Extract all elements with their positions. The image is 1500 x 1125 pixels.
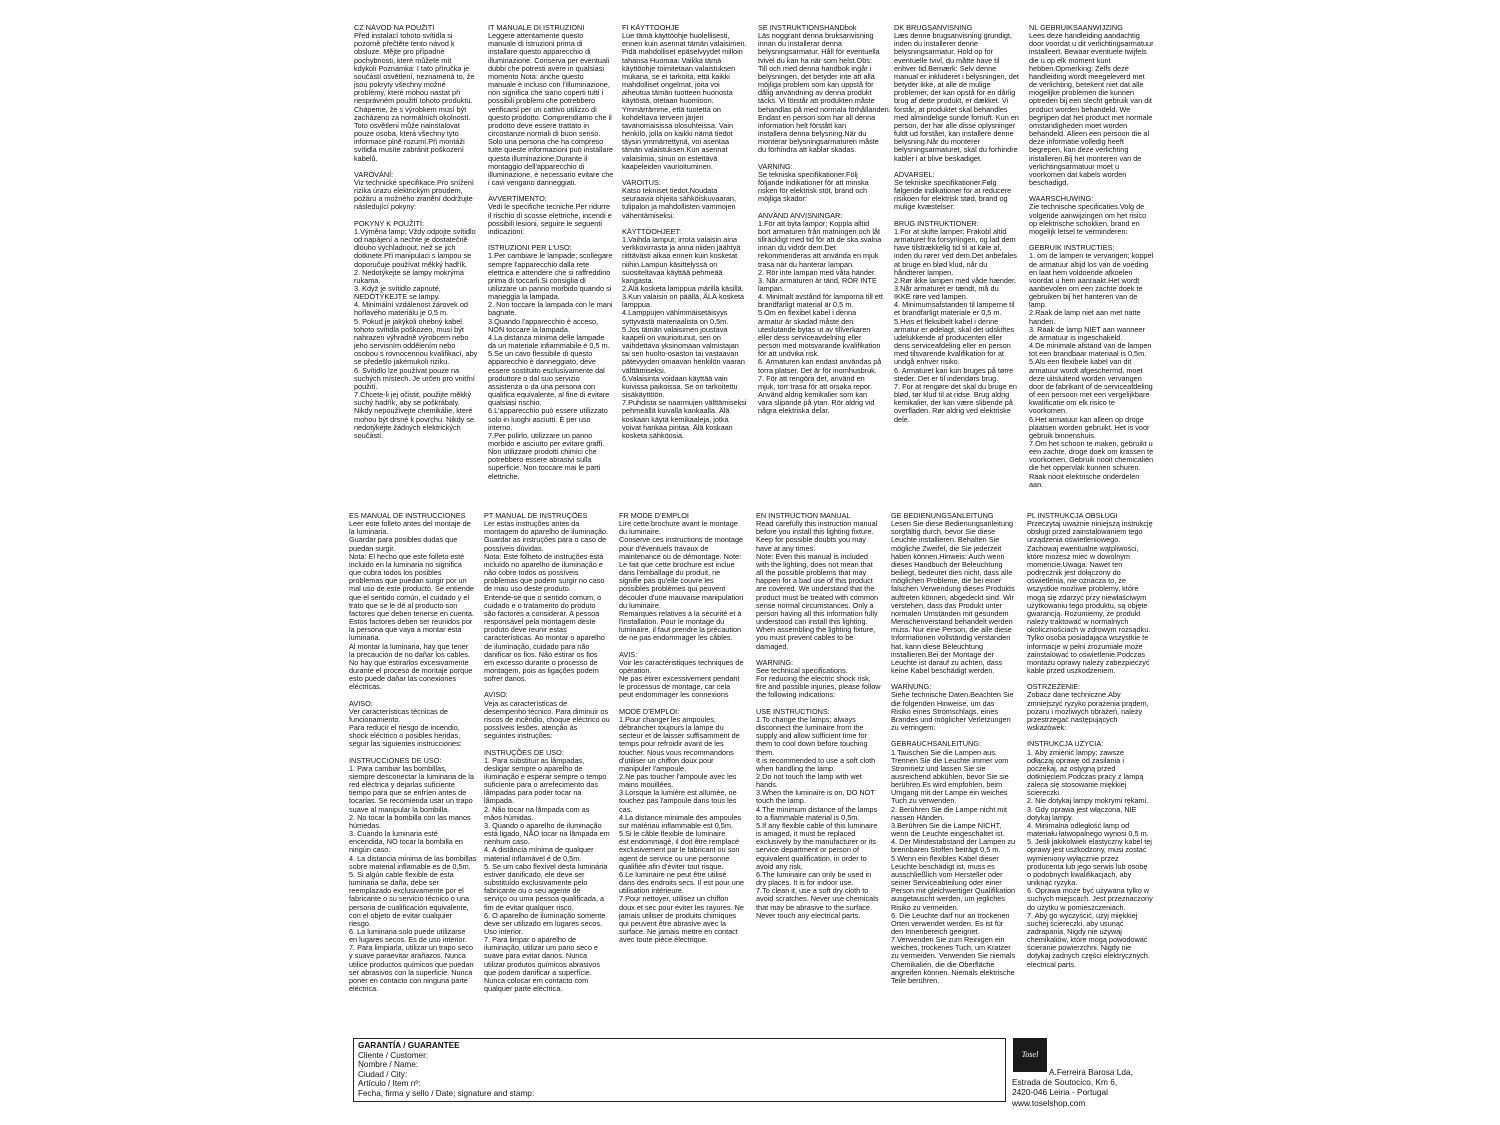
guarantee-city-field: Ciudad / City: [358,1069,408,1079]
guarantee-name-field: Nombre / Name: [358,1060,419,1070]
guarantee-customer-field: Cliente / Customer: [358,1050,429,1060]
manual-column-pt: PT MANUAL DE INSTRUÇÕES Ler estas instruções antes da montagem do aparelho de iluminação. Guardar as instruções para o caso de possíveis dúvidas. Nota: Este folheto de instruções está incluído no aparelho de iluminação e não cobre todos os possíveis problemas que podem surgir no caso de mau uso deste produto. Entende-se que o sentido comum, o cuidado e o tratamento do produto são factores a considerar. A pessoa responsável pela montagem deste produto deve reunir estas características. Ao montar o aparelho de iluminação, cuidado para não danificar os fios. Não estirar os fios em excesso durante o processo de montagem, pois as ligações podem sofrer danos. AVISO: Veja as características de desempenho técnico. Para diminuir os riscos de incêndio, choque eléctrico ou possíveis lesões, atenção às seguintes instruções: INSTRUÇÕES DE USO: 1. Para substituir as lâmpadas, desligar sempre o aparelho de iluminação e esperar sempre o tempo suficiente para o arrefecimento das lâmpadas para poder tocar na lâmpada. 2. Não tocar na lâmpada com as mãos húmidas. 3. Quando o aparelho de iluminação está ligado, NÃO tocar na lâmpada em nenhum caso. 4. A distância mínima de qualquer material inflamável é de 0,5m. 5. Se um cabo flexível desta luminária estiver danificado, ele deve ser substituído exclusivamente pelo fabricante ou o seu agente de serviço ou uma pessoa qualificada, a fim de evitar qualquer risco. 6. O aparelho de iluminação somente deve ser utilizado em lugares secos. Uso interior. 7. Para limpar o aparelho de iluminação, utilizar um pano seco e suave para evitar danos. Nunca utilizar produtos químicos abrasivos que podem danificar a superfície. Nunca colocar em contacto com qualquer parte eléctrica. [484,512,610,994]
manual-column-dk: DK BRUGSANVISNING Læs denne brugsanvisning grundigt, inden du installerer denne belysningsarmatur. Hold op for eventuelle tvivl, du måtte have til enhver tid.Bemærk: Selv denne manual er inkluderet i belysningen, det betyder ikke, at alle de mulige problemer, der kan opstå for en dårlig brug af dette produkt, er dækket. Vi forstår, at produktet skal behandles med almindelige sunde fornuft. Kun en person, der har alle disse oplysninger fuldt ud forstået, kan installere denne belysning.Når du monterer belysningsarmaturet, skal du forhindre kabler i at blive beskadiget. ADVARSEL: Se tekniske specifikationer.Følg følgende indikationer for at reducere risikoen for elektrisk stød, brand og mulige kvæstelser: BRUG INSTRUKTIONER: 1.For at skifte lamper; Frakobl altid armaturet fra forsyningen, og lad dem have tilstrækkelig tid til at køle af, inden du rører ved dem.Det anbefales at bruge en blød klud, når du håndterer lampen. 2.Rør ikke lampen med våde hænder. 3.Når armaturet er tændt, må du IKKE røre ved lampen. 4. Minimumsafstanden til lamperne til et brandfarligt materiale er 0,5 m. 5.Hvis et fleksibelt kabel i denne armatur er ødelagt, skal det udskiftes udelukkende af producenten eller dens serviceafdeling eller en person med tilsvarende kvalifikation for at undgå enhver risiko. 6. Armaturet kan kun bruges på tørre steder. Det er til indendørs brug. 7. For at rengøre det skal du bruge en blød, tør klud til at ridse. Brug aldrig kemikalier, der kan være slibende på overfladen. Rør aldrig ved elektriske dele. [894,24,1019,424]
company-name: A.Ferreira Barosa Lda, [1049,1067,1133,1077]
guarantee-title: GARANTÍA / GUARANTEE [358,1041,460,1050]
manual-column-se: SE INSTRUKTIONSHANDbok Läs noggrant denna bruksanvisning innan du installerar denna belysningsarmatur. Håll för eventuella tvivel du kan ha när som helst.Obs: Till och med denna handbok ingår i belysningen, det betyder inte att alla möjliga problem som kan uppstå för dålig användning av denna produkt täcks. Vi förstår att produkten måste behandlas på med normala förhållanden. Endast en person som har all denna information helt förstått kan installera denna belysning.När du monterar belysningsarmaturen måste du förhindra att kablar skadas. VARNING: Se tekniska specifikationer.Följ följande indikationer för att minska risken för elektrisk stöt, brand och möjliga skador: ANVÄND ANVISNINGAR: 1.För att byta lampor; Koppla alltid bort armaturen från matningen och låt tillräckligt med tid för att de ska svalna innan du vidrör dem.Det rekommenderas att använda en mjuk trasa när du hanterar lampan. 2. Rör inte lampan med våta händer. 3. När armaturen är tänd, RÖR INTE lampan. 4. Minimalt avstånd för lamporna till ett brandfarligt material är 0,5 m. 5.Om en flexibel kabel i denna armatur är skadad måste den uteslutande bytas ut av tillverkaren eller dess serviceavdelning eller person med motsvarande kvalifikation för att undvika risk. 6. Armaturen kan endast användas på torra platser. Det är för inomhusbruk. 7. För att rengöra det, använd en mjuk, torr trasa för att orsaka repor. Använd aldrig kemikalier som kan vara slipande på ytan. Rör aldrig vid några elektriska delar. [758,24,891,416]
guarantee-signature-field: Fecha, firma y sello / Date; signature and stamp: [358,1088,535,1098]
manual-column-fr: FR MODE D'EMPLOI Lire cette brochure avant le montage du luminaire. Conserve ces instructions de montage pour d'éventuels travaux de maintenance ou de démontage. Note: Le fait que cette brochure est inclue dans l'emballage du produit, ne signifie pas qu'elle couvre les possibles problèmes qui peuvent découler d'une mauvaise manipulation du luminaire. Remarques relatives à la sécurité et à l'installation. Pour le montage du luminaire, il faut prendre la précaution de ne pas endommager les câbles. AVIS: Voir les caractéristiques techniques de opération. Ne pas étirer excessivement pendant le processus de montage, car cela peut endommager les connexions MODE D'EMPLOI: 1.Pour changer les ampoules, débrancher toujours la lampe du secteur et de laisser suffisamment de temps pour refroidir avant de les toucher. Nous vous recommandons d'utiliser un chiffon doux pour manipuler l'ampoule. 2.Ne pas toucher l'ampoule avec les mains mouillées. 3.Lorsque la lumière est allumée, ne touchez pas l'ampoule dans tous les cas. 4.La distance minimale des ampoules sur matériau inflammable est 0,5m. 5.Si le câble flexible de luminaire est endommagé, il doit être remplacé exclusivement par le fabricant ou son agent de service ou une personne qualifiée afin d'éviter tout risque. 6.Le luminaire ne peut être utilisé dans des endroits secs. Il est pour une utilisation intérieure. 7.Pour nettoyer, utilisez un chiffon doux et sec pour éviter les rayures. Ne jamais utiliser de produits chimiques qui peuvent être abrasive avec la surface. Ne jamais mettre en contact avec toute pièce électrique. [619,512,744,945]
manual-column-nl: NL GEBRUIKSAANWIJZING Lees deze handleiding aandachtig door voordat u dit verlichtingsarmatuur installeert. Bewaar eventuele twijfels die u op elk moment kunt hebben.Opmerking: Zelfs deze handleiding wordt meegeleverd met de verlichting, betekent niet dat alle mogelijke problemen die kunnen optreden bij een slecht gebruik van dit product worden behandeld. We begrijpen dat het product met normale omstandigheden moet worden behandeld. Alleen een persoon die al deze informatie volledig heeft begrepen, kan deze verlichting installeren.Bij het monteren van de verlichtingsarmatuur moet u voorkomen dat kabels worden beschadigd. WAARSCHUWING: Zie technische specificaties.Volg de volgende aanwijzingen om het risico op elektrische schokken, brand en mogelijk letsel te verminderen: GEBRUIK INSTRUCTIES: 1. om de lampen te vervangen; koppel de armatuur altijd los van de voeding en laat hem voldoende afkoelen voordat u hem aanraakt.Het wordt aanbevolen om een zachte doek te gebruiken bij het hanteren van de lamp. 2.Raak de lamp niet aan met natte handen. 3. Raak de lamp NIET aan wanneer de armatuur is ingeschakeld. 4.De minimale afstand van de lampen tot een brandbaar materiaal is 0,5m. 5.Als een flexibele kabel van dit armatuur wordt afgeschermd, moet deze uitsluitend worden vervangen door de fabrikant of de serviceafdeling of een persoon met een vergelijkbare kwalificatie om elk risico te voorkomen. 6.Het armatuur kan alleen op droge plaatsen worden gebruikt. Het is voor gebruik binnenshuis. 7.Om het schoon te maken, gebruikt u een zachte, droge doek om krassen te voorkomen. Gebruik nooit chemicaliën die het oppervlak kunnen schuren. Raak nooit elektrische onderdelen aan. [1029,24,1154,489]
guarantee-item-field: Artículo / Item nº: [358,1079,421,1089]
manual-column-cz: CZ NÁVOD NA POUŽITÍ Před instalací tohoto svítidla si pozorně přečtěte tento návod k obsluze. Mějte pro případné pochybnosti, které můžete mít kdykoli Poznámka: I tato příručka je součástí osvětlení, neznamená to, že jsou pokryty všechny možné problémy, které mohou nastat při nesprávném použití tohoto produktu. Chápeme, že s výrobkem musí být zacházeno za normálních okolností. Toto osvětlení může nainstalovat pouze osoba, která všechny tyto informace plně rozumí.Při montáži svítidla musíte zabránit poškození kabelů. VAROVÁNÍ: Viz technické specifikace.Pro snížení rizika úrazu elektrickým proudem, požáru a možného zranění dodržujte následující pokyny: POKYNY K POUŽITÍ: 1.Výměna lamp; Vždy odpojte svítidlo od napájení a nechte je dostatečně dlouho vychladnout, než se jich dotknete.Při manipulaci s lampou se doporučuje používat měkký hadřík. 2. Nedotýkejte se lampy mokrýma rukama. 3. Když je svítidlo zapnuté, NEDOTÝKEJTE se lampy. 4. Minimální vzdálenost žárovek od hořlavého materiálu je 0,5 m. 5. Pokud je jakýkoli ohebný kabel tohoto svítidla poškozen, musí být nahrazen výhradně výrobcem nebo jeho servisním oddělením nebo osobou s rovnocennou kvalifikací, aby se předešlo jakémukoli riziku. 6. Svítidlo lze používat pouze na suchých místech. Je určen pro vnitřní použití. 7.Chcete-li jej očistit, použijte měkký suchý hadřík, aby se poškrábaly. Nikdy nepoužívejte chemikálie, které mohou být drsné k povrchu. Nikdy se nedotýkejte žádných elektrických součástí. [354,24,478,440]
company-street: Estrada de Soutocico, Km 6, [1012,1077,1118,1088]
manual-column-pl: PL INSTRUKCJA OBSŁUGI Przeczytaj uważnie niniejszą instrukcję obsługi przed zainstalowaniem tego urządzenia oświetleniowego. Zachowaj ewentualne wątpliwości, które możesz mieć w dowolnym momencie.Uwaga: Nawet ten podręcznik jest dołączony do oświetlenia, nie oznacza to, że wszystkie możliwe problemy, które mogą się zdarzyć przy niewłaściwym użytkowaniu tego produktu, są objęte gwarancją. Rozumiemy, że produkt należy traktować w normalnych okolicznościach w zdrowym rozsądku. Tylko osoba posiadająca wszystkie te informacje w pełni zrozumiałe może zainstalować to oświetlenie.Podczas montażu oprawy należy zabezpieczyć kable przed uszkodzeniem. OSTRZEŻENIE: Zobacz dane techniczne.Aby zmniejszyć ryzyko porażenia prądem, pożaru i możliwych obrażeń, należy przestrzegać następujących wskazówek: INSTRUKCJA UŻYCIA: 1. Aby zmienić lampy; zawsze odłączaj oprawę od zasilania i poczekaj, aż ostygną przed dotknięciem.Podczas pracy z lampą zaleca się stosowanie miękkiej ściereczki. 2. Nie dotykaj lampy mokrymi rękami. 3. Gdy oprawa jest włączona, NIE dotykaj lampy. 4. Minimalna odległość lamp od materiału łatwopalnego wynosi 0,5 m. 5. Jeśli jakikolwiek elastyczny kabel tej oprawy jest uszkodzony, musi zostać wymieniony wyłącznie przez producenta lub jego serwis lub osobę o podobnych kwalifikacjach, aby uniknąć ryzyka. 6. Oprawa może być używana tylko w suchych miejscach. Jest przeznaczony do użytku w pomieszczeniach. 7. Aby go wyczyścić, użyj miękkiej suchej ściereczki, aby usunąć zadrapania. Nigdy nie używaj chemikaliów, które mogą powodować ścieranie powierzchni. Nigdy nie dotykaj żadnych części elektrycznych. electrical parts. [1027,512,1153,969]
manual-column-ge: GE BEDIENUNGSANLEITUNG Lesen Sie diese Bedienungsanleitung sorgfältig durch, bevor Sie diese Leuchte installieren. Behalten Sie mögliche Zweifel, die Sie jederzeit haben können.Hinweis: Auch wenn dieses Handbuch der Beleuchtung beiliegt, bedeutet dies nicht, dass alle möglichen Probleme, die bei einer falschen Verwendung dieses Produkts auftreten können, abgedeckt sind. Wir verstehen, dass das Produkt unter normalen Umständen mit gesundem Menschenverstand behandelt werden muss. Nur eine Person, die alle diese Informationen vollständig verstanden hat, kann diese Beleuchtung installieren.Bei der Montage der Leuchte ist darauf zu achten, dass keine Kabel beschädigt werden. WARNUNG: Siehe technische Daten.Beachten Sie die folgenden Hinweise, um das Risiko eines Stromschlags, eines Brandes und möglicher Verletzungen zu verringern: GEBRAUCHSANLEITUNG: 1.Tauschen Sie die Lampen aus. Trennen Sie die Leuchte immer vom Stromnetz und lassen Sie sie ausreichend abkühlen, bevor Sie sie berühren.Es wird empfohlen, beim Umgang mit der Lampe ein weiches Tuch zu verwenden. 2. Berühren Sie die Lampe nicht mit nassen Händen. 3.Berühren Sie die Lampe NICHT, wenn die Leuchte eingeschaltet ist. 4. Der Mindestabstand der Lampen zu brennbaren Stoffen beträgt 0,5 m. 5.Wenn ein flexibles Kabel dieser Leuchte beschädigt ist, muss es ausschließlich vom Hersteller oder seiner Serviceabteilung oder einer Person mit gleichwertiger Qualifikation ausgetauscht werden, um jegliches Risiko zu vermeiden. 6. Die Leuchte darf nur an trockenen Orten verwendet werden. Es ist für den Innenbereich geeignet. 7.Verwenden Sie zum Reinigen ein weiches, trockenes Tuch, um Kratzer zu vermeiden. Verwenden Sie niemals Chemikalien, die die Oberfläche angreifen können. Niemals elektrische Teile berühren. [891,512,1016,985]
company-website: www.toselshop.com [1012,1097,1086,1108]
manual-column-it: IT MANUALE DI ISTRUZIONI Leggere attentamente questo manuale di istruzioni prima di installare questo apparecchio di illuminazione. Conserva per eventuali dubbi che potresti avere in qualsiasi momento Nota: anche questo manuale è incluso con l'illuminazione, non significa che siano coperti tutti i possibili problemi che potrebbero verificarsi per un cattivo utilizzo di questo prodotto. Comprendiamo che il prodotto deve essere trattato in circostanze normali di buon senso. Solo una persona che ha compreso tutte queste informazioni può installare questa illuminazione.Durante il montaggio dell'apparecchio di illuminazione, è necessario evitare che i cavi vengano danneggiati. AVVERTIMENTO: Vedi le specifiche tecniche.Per ridurre il rischio di scosse elettriche, incendi e possibili lesioni, seguire le seguenti indicazioni: ISTRUZIONI PER L'USO: 1.Per cambiare le lampade; scollegare sempre l'apparecchio dalla rete elettrica e attendere che si raffreddino prima di toccarli.Si consiglia di utilizzare un panno morbido quando si maneggia la lampada. 2. Non toccare la lampada con le mani bagnate. 3.Quando l'apparecchio è acceso, NON toccare la lampada. 4.La distanza minima delle lampade da un materiale infiammabile è 0,5 m. 5.Se un cavo flessibile di questo apparecchio è danneggiato, deve essere sostituito esclusivamente dal produttore o dal suo servizio assistenza o da una persona con qualifica equivalente, al fine di evitare qualsiasi rischio. 6.L'apparecchio può essere utilizzato solo in luoghi asciutti. È per uso interno. 7.Per pulirlo, utilizzare un panno morbido e asciutto per evitare graffi. Non utilizzare prodotti chimici che potrebbero essere abrasivi sulla superficie. Non toccare mai le parti elettriche. [488,24,614,481]
manual-column-es: ES MANUAL DE INSTRUCCIONES Leer este folleto antes del montaje de la luminaria. Guardar para posibles dudas que puedan surgir. Nota: El hecho que este folleto esté incluido en la luminaria no significa que cubra todos los posibles problemas que puedan surgir por un mal uso de este producto. Se entiende que el sentido común, el cuidado y el trato que se le dé al producto son factores que deben tenerse en cuenta. Estos factores deben ser reunidos por la persona que vaya a montar esta luminaria. Al montar la luminaria, hay que tener la precaución de no dañar los cables. No hay que estirarlos excesivamente durante el proceso de montaje porque esto puede dañar las conexiones eléctricas. AVISO: Ver características técnicas de funcionamiento. Para reducir el riesgo de incendio, shock eléctrico o posibles heridas, seguir las siguientes instrucciones: INSTRUCCIONES DE USO: 1. Para cambiar las bombillas, siempre desconectar la luminaria de la red eléctrica y dejarlas suficiente tiempo para que se enfríen antes de tocarlas. Se recomienda usar un trapo suave al manipular la bombilla. 2. No tocar la bombilla con las manos húmedas. 3. Cuando la luminaria esté encendida, NO tocar la bombilla en ningún caso. 4. La distancia mínima de las bombillas sobre material inflamable es de 0,5m. 5. Si algún cable flexible de esta luminaria se daña, debe ser reemplazado exclusivamente por el fabricante o su servicio técnico o una persona de cualificación equivalente, con el objeto de evitar cualquier riesgo. 6. La luminaria solo puede utilizarse en lugares secos. Es de uso interior. 7. Para limpiarla, utilizar un trapo seco y suave paraevitar arañazos. Nunca utilice productos químicos que puedan ser abrasivos con la superficie. Nunca poner en contacto con ninguna parte eléctrica. [349,512,477,994]
manual-column-fi: FI KÄYTTÖOHJE Lue tämä käyttöohje huolellisesti, ennen kuin asennat tämän valaisimen. Pidä mahdolliset epäselvyydet milloin tahansa Huomaa: Vaikka tämä käyttöohje toimitetaan valaistuksen mukana, se ei tarkoita, että kaikki mahdolliset ongelmat, joita voi aiheutua tämän tuotteen huonosta käytöstä, otetaan huomioon. Ymmärrämme, että tuotetta on kohdeltava terveen järjen tavanomaisissa olosuhteissa. Vain henkilö, jolla on kaikki nämä tiedot täysin ymmärrettynä, voi asentaa tämän valaistuksen.Kun asennat valaisimia, sinun on estettävä kaapeleiden vaurioituminen. VAROITUS: Katso tekniset tiedot.Noudata seuraavia ohjeita sähköiskuvaaran, tulipalon ja mahdollisten vammojen vähentämiseksi: KÄYTTÖOHJEET: 1.Vaihda lamput; irrota valaisin aina verkkovirrasta ja anna niiden jäähtyä riittävästi aikaa ennen kuin kosketat niihin.Lampun käsittelyssä on suositeltavaa käyttää pehmeää kangasta. 2.Älä kosketa lamppua märillä käsillä. 3.Kun valaisin on päällä, ÄLÄ kosketa lamppua. 4.Lamppujen vähimmäisetäisyys syttyvästä materiaalista on 0,5m. 5.Jos tämän valaisimen joustava kaapeli on vaurioitunut, sen on vaihdettava yksinomaan valmistajan tai sen huolto-osaston tai vastaavan pätevyyden omaavan henkilön vaaran välttämiseksi. 6.Valaisinta voidaan käyttää vain kuivissa paikoissa. Se on tarkoitettu sisäkäyttöön. 7.Puhdista se naarmujen välttämiseksi pehmeällä kuivalla kankaalla. Älä koskaan käytä kemikaaleja, jotka voivat hankaa pintaa. Älä koskaan kosketa sähköosia. [622,24,747,440]
tosel-logo: Tosel [1013,1038,1047,1072]
manual-column-en: EN INSTRUCTION MANUAL Read carefully this instruction manual before you install this lighting fixture. Keep for possible doubts you may have at any times. Note: Even this manual is included with the lighting, does not mean that all the possible problems that may happen for a bad use of this product are covered. We understand that the product must be treated with common sense normal circumstances. Only a person having all this information fully understood can install this lighting. When assembling the lighting fixture, you must prevent cables to be damaged. WARNING: See technical specifications. For reducing the electric shock risk, fire and possible injuries, please follow the following indications: USE INSTRUCTIONS: 1.To change the lamps; always disconnect the luminaire from the supply and allow sufficient time for them to cool down before touching them. It is recommended to use a soft cloth when handling the lamp. 2.Do not touch the lamp with wet hands. 3.When the luminaire is on, DO NOT touch the lamp. 4.The minimum distance of the lamps to a flammable material is 0,5m. 5.If any flexible cable of this luminaire is amaged, it must be replaced exclusively by the manufacturer or its service department or person of equivalent qualification, in order to avoid any risk. 6.The luminaire can only be used in dry places. It is for indoor use. 7.To clean it, use a soft dry cloth to avoid scratches. Never use chemicals that may be abrasive to the surface. Never touch any electrical parts. [756,512,881,920]
guarantee-box [353,1038,1006,1102]
company-address [1012,1067,1172,1108]
company-city: 2420-046 Leiria - Portugal [1012,1087,1108,1098]
